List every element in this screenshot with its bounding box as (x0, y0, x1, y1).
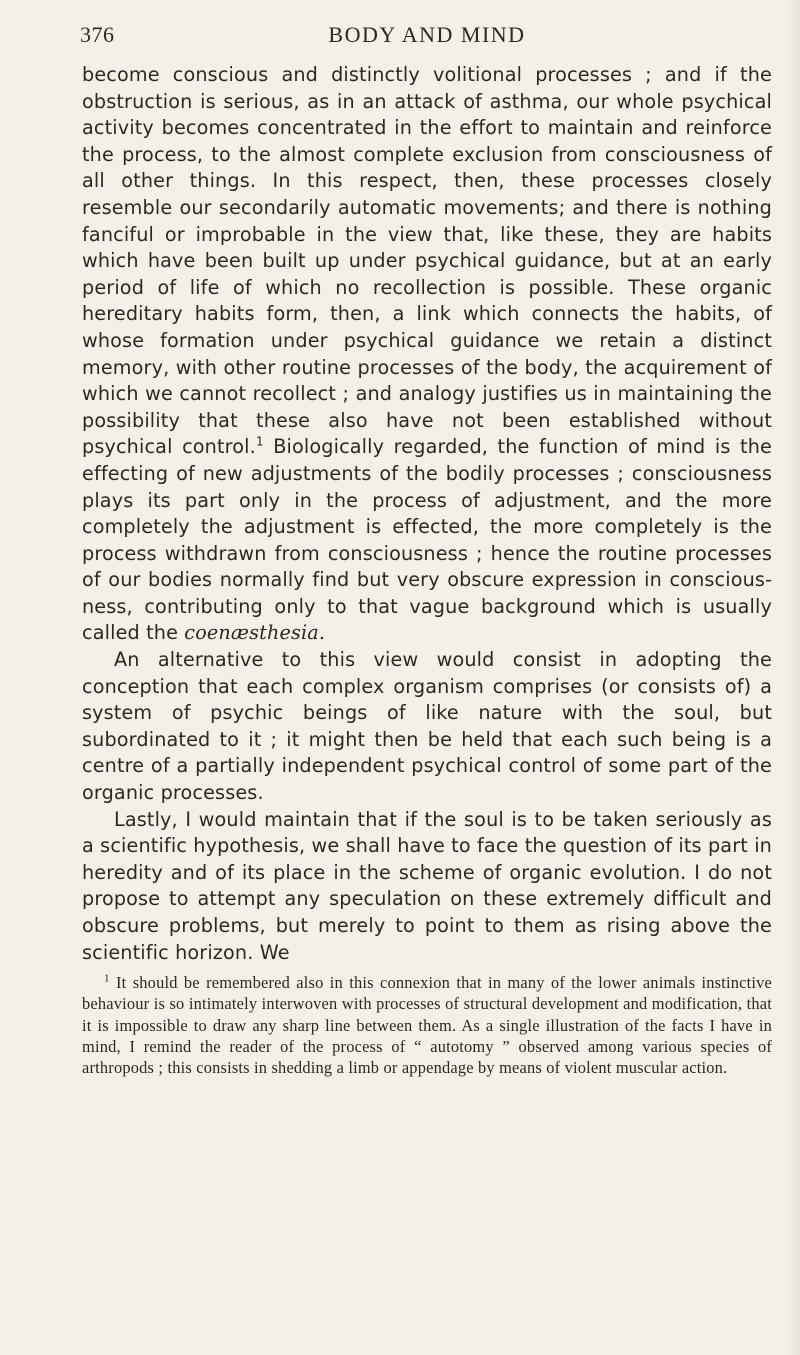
running-head: BODY AND MIND (328, 22, 526, 47)
paragraph-1-text-b: Biologically regarded, the function of mind is the effecting of new adjustments of the bodily processes ; consciousness plays its part only in the process of adjustment, and the more completely the adjustment is effected, the more completely is the process withdrawn from consciousness ; hence the routine processes of our bodies normally find but very obscure expression in consciousness, contributing only to that vague background which is usually called the (82, 435, 772, 645)
footnote-reference: 1 (255, 434, 264, 449)
paragraph-1-text-a: become conscious and distinctly volitional processes ; and if the obstruction is serious, as in an attack of asthma, our whole psychical activity becomes concentrated in the effort to maintain and reinforce the process, to the almost complete exclusion from consciousness of all other things. In this respect, then, these processes closely resemble our secondarily automatic movements; and there is nothing fanciful or improbable in the view that, like these, they are habits which have been built up under psychical guidance, but at an early period of life of which no recollection is possible. These organic hereditary habits form, then, a link which connects the habits, of whose formation under psychical guidance we retain a distinct memory, with other routine processes of the body, the acquirement of which we cannot recollect ; and analogy justifies us in maintaining the possibility that these also have not been established without psychical control. (82, 63, 772, 459)
paragraph-3: Lastly, I would maintain that if the soul is to be taken seriously as a scientific hypothesis, we shall have to face the question of its part in heredity and of its place in the scheme of organic evolution. I do not propose to attempt any speculation on these extremely difficult and obscure problems, but merely to point to them as rising above the scientific horizon. We (82, 807, 772, 964)
footnote-text: It should be remembered also in this connexion that in many of the lower animals instinctive behaviour is so intimately interwoven with processes of structural development and modification, that it is impossible to draw any sharp line between them. As a single illustration of the facts I have in mind, I remind the reader of the process of “ autotomy ” observed among various species of arthropods ; this consists in shedding a limb or appendage by means of violent muscular action. (82, 973, 772, 1078)
footnote-marker: 1 (104, 972, 110, 985)
body-text (82, 62, 772, 966)
page-header (82, 22, 772, 62)
paragraph-2: An alternative to this view would consist in adopting the conception that each complex organism comprises (or consists of) a system of psychic beings of like nature with the soul, but subordinated to it ; it might then be held that each such being is a centre of a partially independent psychical control of some part of the organic processes. (82, 648, 772, 805)
footnote (82, 972, 772, 1078)
coenaesthesia-term: coenæsthesia. (184, 621, 326, 645)
paragraph-1 (82, 62, 772, 647)
page-edge-shadow (786, 0, 800, 1355)
page-number: 376 (80, 22, 115, 47)
book-page (82, 22, 772, 1079)
